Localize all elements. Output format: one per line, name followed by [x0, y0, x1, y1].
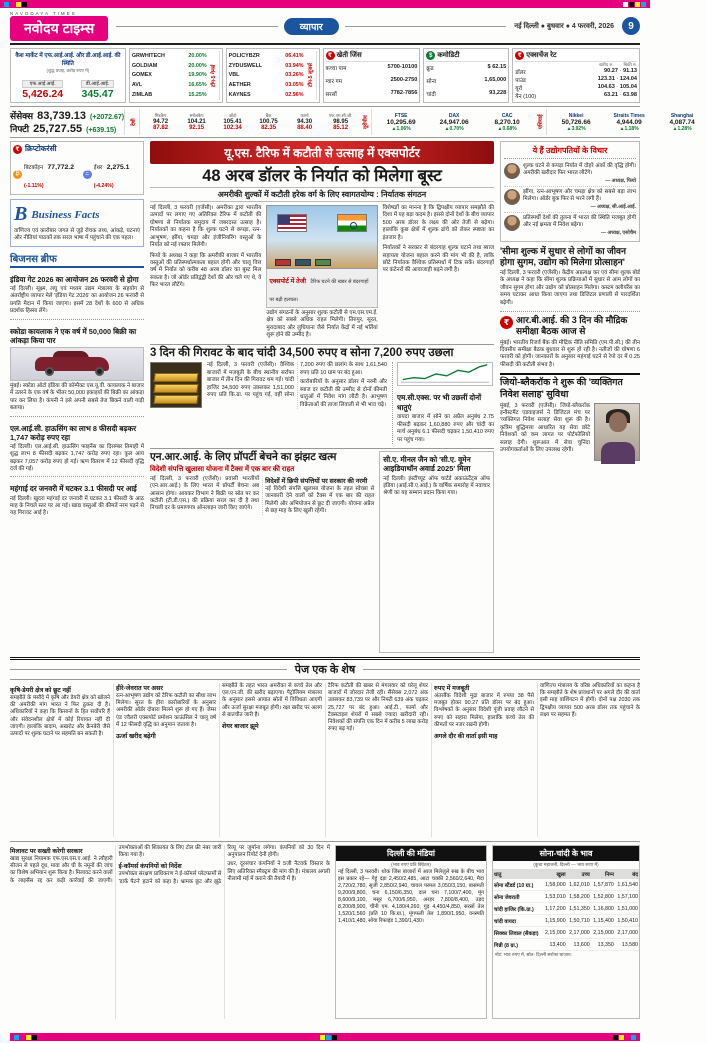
table-row: सोना जेवराती 1,53,010 1,58,200 1,52,800 1,57,100 — [493, 891, 639, 903]
losers-vertical-label: टॉप-5 लूजर्स — [306, 51, 317, 100]
nri-headline: एन.आर.आई. के लिए प्रॉपर्टी बेचने का झंझट खत्म — [150, 451, 337, 464]
brief-item — [10, 272, 144, 320]
crypto-title: क्रिप्टोकरंसी — [25, 144, 57, 153]
cargo-container — [315, 259, 331, 266]
lead-photo — [266, 205, 377, 269]
divider — [363, 669, 640, 670]
print-registration-bar-bottom — [10, 1033, 640, 1041]
rbi-body: मुंबई। भारतीय रिजर्व बैंक की मौद्रिक नीति समिति (एम.पी.सी.) की तीन दिवसीय समीक्षा बैठक बुधवार से शुरू हो रही है। नतीजों की घोषणा 6 फरवरी को होगी। जानकारों के अनुसार महंगाई घटने से रेपो दर में 0.25 फीसदी की कटौती संभव है। — [500, 339, 640, 368]
rupee-icon: ₹ — [515, 51, 524, 60]
domestic-indices — [144, 109, 357, 135]
caption-text: टैरिफ घटने की खबर से बंदरगाहों पर बढ़ी हलचल। — [269, 278, 369, 303]
price-chart-thumbnail — [397, 362, 493, 386]
rupee-icon: ₹ — [13, 145, 22, 154]
rbi-headline: आर.बी.आई. की 3 दिन की मौद्रिक समीक्षा बैठक आज से — [516, 315, 628, 337]
newspaper-logo: नवोदय टाइम्स — [10, 16, 108, 41]
continuation-title: पेज एक के शेष — [294, 664, 356, 676]
index-cell: एफ.एम.सी.जी. 98.95 85.12 — [328, 113, 353, 131]
gainer-row: ZIMLAB 15.25% — [131, 92, 207, 99]
box-title: खेती जिंस — [336, 52, 362, 59]
index-cell: DAX 24,947.06 ▲0.70% — [439, 112, 469, 132]
view-quote: झींगा, रत्न-आभूषण और चमड़ा क्षेत्र को सबसे बड़ा लाभ मिलेगा। ऑर्डर बुक फिर से भरने लगी हैं। — [523, 188, 636, 203]
brief-headline: एल.आई.सी. हाऊसिंग का लाभ 8 फीसदी बढ़कर 1,747 करोड़ रुपए रहा — [10, 423, 137, 442]
nri-deck: विदेशी संपत्ति खुलासा योजना में टैक्स में एक बार की राहत — [150, 465, 295, 473]
european-vertical-label: यूरोपीय — [361, 109, 372, 135]
lead-paragraph: नई दिल्ली, 3 फरवरी (एजेंसी)। अमरीका द्वारा भारतीय उत्पादों पर लगाए गए अतिरिक्त टैरिफ में कटौती की घोषणा से निर्यातक समुदाय में जबरदस्त उत्साह है। निर्यातकों का कहना है कि शुल्क घटने से कपड़ा, रत्न-आभूषण, झींगा, चमड़ा और इंजीनियरिंग वस्तुओं के निर्यात को नई रफ्तार मिलेगी। — [150, 204, 262, 249]
european-indices — [376, 109, 532, 135]
table-row: गिन्नी (8 ग्रा.) 13,400 13,600 13,350 13,580 — [493, 939, 639, 951]
commodity-row: चांदी 93,228 — [426, 89, 507, 98]
bitcoin-icon: ₿ — [13, 170, 22, 179]
continuation-text: अंतरबैंक विदेशी मुद्रा बाजार में रुपया 38 पैसे मजबूत होकर 90.27 प्रति डॉलर पर बंद हुआ। विश्लेषकों के अनुसार विदेशी पूंजी प्रवाह लौटने से रुपए को सहारा मिलेगा, हालांकि कच्चे तेल की कीमतों पर नजर रखनी होगी। — [434, 693, 534, 728]
masthead — [10, 8, 640, 45]
portrait-avatar — [504, 215, 520, 231]
gold-paragraph: कारोबारियों के अनुसार डॉलर में नरमी और ब्याज दर कटौती की उम्मीद से दोनों कीमती धातुओं में निवेश मांग लौटी है। आभूषण विक्रेताओं की ताजा लिवाली से भी भाव चढ़े। — [300, 379, 387, 408]
print-registration-bar-top — [0, 0, 650, 8]
fii-dii-box — [10, 48, 126, 103]
nifty-row: निफ्टी 25,727.55 (+639.15) — [10, 123, 117, 135]
indices-strip — [10, 106, 695, 138]
lead-kicker: यू.एस. टैरिफ में कटौती से उत्साह में एक्सपोर्टर — [150, 141, 494, 164]
continuation-text: समझौते के मसौदे में कृषि और डेयरी क्षेत्र को खोलने की अमरीकी मांग भारत ने फिर ठुकरा दी है। अधिकारियों ने कहा कि किसानों के हित सर्वोपरि हैं और संवेदनशील क्षेत्रों में कोई रियायत नहीं दी जाएगी। हालांकि बादाम, अखरोट और क्रैनबेरी जैसे उत्पादों पर शुल्क घटाने पर सहमति बन सकती है। — [10, 695, 110, 737]
continuation-columns — [10, 679, 640, 837]
gainer-row: GOLDIAM 20.00% — [131, 62, 207, 69]
gold-bars-photo — [150, 362, 202, 408]
gold-bar — [153, 373, 198, 382]
bottom-text: उपभोक्ता संरक्षण प्राधिकरण ने ई-कॉमर्स प्लेटफार्मों से 'डार्क पैटर्न' हटाने को कहा है। भ्रामक छूट और झूठे रिव्यू पर जुर्माना लगेगा। कंपनियों को 30 दिन में अनुपालन रिपोर्ट देनी होगी। — [118, 845, 330, 885]
continuation-text: समझौते के तहत भारत अमरीका से कच्चे तेल और एल.एन.जी. की खरीद बढ़ाएगा। पैट्रोलियम मंत्रालय के अनुसार इससे आयात स्रोतों में विविधता आएगी और ऊर्जा सुरक्षा मजबूत होगी। रक्षा खरीद पर अलग से बातचीत जारी है। — [222, 683, 322, 718]
lead-deck: अमरीकी शुल्कों में कटौती हरेक वर्ग के लिए स्वागतयोग्य : निर्यातक संगठन — [150, 187, 494, 202]
index-cell: बैंक 100.75 82.35 — [259, 113, 278, 131]
sensex-nifty-block — [10, 109, 125, 135]
market-data-strip — [10, 45, 640, 106]
fx-sell-header: बिक्री रु. — [623, 62, 637, 67]
index-cell: Shanghai 4,087.74 ▲1.28% — [669, 112, 695, 132]
business-facts-title: Business Facts — [31, 208, 100, 221]
gainer-row: GRWHITECH 20.00% — [131, 52, 207, 59]
registration-marks — [613, 1035, 636, 1040]
crypto-box — [10, 141, 144, 195]
rupee-icon: ₹ — [500, 316, 513, 329]
brief-headline: स्कोडा कायलाक ने एक वर्ष में 50,000 बिक्री का आंकड़ा किया पार — [10, 326, 137, 345]
dateline: नई दिल्ली ● बुधवार ● 4 फरवरी, 2026 — [514, 22, 614, 30]
mcx-body: वायदा बाजार में सोने का अप्रैल अनुबंध 2.75 फीसदी बढ़कर 1,60,880 रुपए और चांदी का मार्च अनुबंध 6.1 फीसदी चढ़कर 1,50,410 रुपए पर पहुंच गया। — [397, 414, 494, 443]
loser-row: ZYDUSWELL 03.94% — [228, 62, 304, 69]
index-cell: मिडकैप 94.72 87.82 — [153, 113, 169, 131]
box-title: कैश मार्केट में एफ.आई.आई. और डी.आई.आई. की स्थिति — [15, 53, 121, 67]
portrait-avatar — [504, 163, 520, 179]
divider — [345, 26, 507, 27]
ca-award-article — [379, 451, 494, 653]
table-row: सोना स्टैंडर्ड (10 ग्रा.) 1,58,000 1,62,010 1,57,870 1,61,540 — [493, 879, 639, 891]
fx-row: येन (100) 63.21 · 63.98 — [515, 92, 637, 100]
dii-value: 345.47 — [81, 88, 114, 100]
view-attribution: — अध्यक्ष, एसोचैम — [601, 229, 636, 236]
gainer-row: GOMEX 19.90% — [131, 72, 207, 79]
masthead-middle — [116, 18, 506, 35]
commodity-box — [423, 48, 509, 103]
bottom-subhead: ई-कॉमर्स कंपनियों को निर्देश — [118, 863, 182, 871]
fx-row: पाउंड 123.31 · 124.04 — [515, 76, 637, 84]
customs-article — [500, 246, 640, 308]
lead-paragraph: फियो के अध्यक्ष ने कहा कि अमरीकी बाजार में भारतीय वस्तुओं की प्रतिस्पर्धात्मकता बहाल होगी और चालू वित्त वर्ष में निर्यात को करीब 48 अरब डॉलर का बूस्ट मिल सकता है। जो ऑर्डर प्रतिद्वंद्वी देशों की ओर चले गए थे, वे फिर भारत लौटेंगे। — [150, 252, 262, 289]
brief-item — [10, 421, 144, 478]
gold-paragraph: नई दिल्ली, 3 फरवरी (एजेंसी)। वैश्विक बाजारों में मजबूती के बीच स्थानीय सर्राफा बाजार में तीन दिन की गिरावट थम गई। चांदी हाजिर 34,500 रुपए उछलकर 1,51,000 रुपए प्रति कि.ग्रा. पर पहुंच गई, वहीं सोना 7,200 रुपए की छलांग के साथ 1,61,540 रुपए प्रति 10 ग्राम पर बंद हुआ। — [207, 362, 387, 399]
jio-blackrock-article — [500, 373, 640, 460]
bullion-header-row: धातु खुला उच्च निम्न बंद — [493, 869, 639, 879]
us-flag — [277, 214, 307, 232]
customs-headline: 'सीमा शुल्क में सुधार से लोगों का जीवन होगा सुगम, उद्योग को मिलेगा प्रोत्साहन' — [500, 245, 627, 267]
business-facts-logo: B — [14, 203, 28, 225]
bottom-text: खाद्य सुरक्षा नियामक एफ.एस.एस.ए.आई. ने त्यौहारी सीजन से पहले दूध, मावा और घी के नमूनों की जांच का विशेष अभियान शुरू किया है। मिलावट करने वालों के लाइसैंस रद्द कर कड़ी कार्रवाई की जाएगी। उपभोक्ताओं की शिकायत के लिए टोल फ्री नंबर जारी किया गया है। — [10, 845, 222, 884]
box-subtitle: (शुद्ध प्रवाह, करोड़ रुपए में) — [46, 68, 90, 73]
continuation-text: वाणिज्य मंत्रालय के वरिष्ठ अधिकारियों का कहना है कि समझौते के शेष प्रावधानों पर अगले दौर की वार्ता इसी माह वाशिंगटन में होगी। दोनों पक्ष 2030 तक द्विपक्षीय व्यापार 500 अरब डॉलर तक पहुंचाने के लक्ष्य पर सहमत हैं। — [540, 683, 640, 718]
index-cell: FTSE 10,295.69 ▲1.06% — [386, 112, 416, 132]
gold-bar — [153, 395, 198, 404]
bottom-subhead: मिलावट पर सख्ती करेगी सरकार — [10, 848, 83, 855]
fii-value: 5,426.24 — [22, 88, 64, 100]
continuation-subhead: अगले दौर की वार्ता इसी माह — [434, 732, 498, 740]
bullion-footer: नोट: भाव रुपए में, स्रोत- दिल्ली सर्राफा बाजार। — [495, 952, 572, 957]
bottom-row — [10, 841, 640, 1019]
mandi-title: दिल्ली की मंडियां — [336, 846, 486, 861]
bullion-title: सोना-चांदी के भाव — [493, 846, 639, 861]
portrait-avatar — [504, 189, 520, 205]
nri-article — [150, 451, 374, 653]
registration-marks — [623, 2, 646, 7]
index-cell: स्मॉलकैप 104.21 92.15 — [187, 113, 206, 131]
brief-body: मुंबई। स्कोडा ऑटो इंडिया की कॉम्पैक्ट एस.यू.वी. कायलाक ने बाजार में उतरने के एक वर्ष के भीतर 50,000 इकाइयों की बिक्री का आंकड़ा पार कर लिया है। कंपनी ने इसे अपनी सबसे तेज बिकने वाली गाड़ी बताया। — [10, 382, 144, 412]
delhi-mandi-box — [335, 845, 487, 1019]
index-cell: Nikkei 50,726.66 ▲3.92% — [561, 112, 591, 132]
mandi-note: (भाव रुपए प्रति क्विंटल) — [391, 862, 431, 867]
view-quote: प्रतिस्पर्धी देशों की तुलना में भारत की स्थिति मजबूत होगी और नई क्षमता में निवेश बढ़ेगा। — [523, 214, 636, 229]
lead-paragraph: उद्योग संगठनों के अनुसार शुल्क कटौती से एम.एस.एम.ई. क्षेत्र को सबसे अधिक राहत मिलेगी। तिरुपुर, सूरत, मुरादाबाद और लुधियाना जैसे निर्यात केंद्रों में नई भर्तियां शुरू होने की उम्मीद है। — [266, 309, 378, 339]
table-row: चांदी वायदा 1,15,900 1,50,710 1,15,400 1,50,410 — [493, 915, 639, 927]
customs-body: नई दिल्ली, 3 फरवरी (एजेंसी)। केंद्रीय अप्रत्यक्ष कर एवं सीमा शुल्क बोर्ड के अध्यक्ष ने कहा कि सीमा शुल्क प्रक्रियाओं में सुधार से आम लोगों का जीवन सुगम होगा और उद्योग को प्रोत्साहन मिलेगा। कस्टम क्लीयरैंस का समय घटाकर आधा किया जाएगा तथा डिजिटल प्रणाली से पारदर्शिता बढ़ेगी। — [500, 270, 640, 306]
continuation-subhead: शेयर बाजार झूमे — [222, 722, 259, 730]
car-wheel — [95, 367, 104, 376]
table-row: सिक्का लिवाल (सैकड़ा) 2,15,000 2,17,000 2,15,000 2,17,000 — [493, 927, 639, 939]
section-badge: व्यापार — [284, 18, 339, 35]
continuation-subhead: कृषि-डेयरी क्षेत्र को छूट नहीं — [10, 687, 71, 694]
registration-marks — [14, 1035, 37, 1040]
brief-body: नई दिल्ली। एल.आई.सी. हाऊसिंग फाइनैंस का दिसम्बर तिमाही में शुद्ध लाभ 8 फीसदी बढ़कर 1,747 करोड़ रुपए रहा। कुल आय बढ़कर 7,057 करोड़ रुपए हो गई। ऋण वितरण में 12 फीसदी वृद्धि दर्ज की गई। — [10, 443, 144, 473]
center-column — [150, 141, 494, 653]
index-cell: CAC 8,270.10 ▲0.68% — [494, 112, 520, 132]
divider — [116, 26, 278, 27]
index-cell: Straits Times 4,944.09 ▲1.18% — [613, 112, 645, 132]
mandi-prices: नई दिल्ली, 3 फरवरी। थोक जिंस बाजारों में आज मिलेजुले रुख के बीच भाव इस प्रकार रहे— गेहूं दड़ा 2,450/2,485, आटा चक्की 2,560/2,640, मैदा 2,720/2,780, सूजी 2,850/2,940, चावल परमल 3,050/3,150, बासमती 9,200/9,800, चना 6,150/6,350, दाल चना 7,100/7,400, मूंग 8,600/9,100, मसूर 6,700/6,950, अरहर 7,800/8,400, उड़द 8,200/8,900, चीनी एम. 4,180/4,260, गुड़ 4,450/4,850, सरसों तेल 1,520/1,560 (प्रति 10 कि.ग्रा.), मूंगफली तेल 1,890/1,950, वनस्पति 1,410/1,480, सोया रिफाइंड 1,390/1,430। — [338, 869, 484, 925]
view-quote: शुल्क घटने से कपड़ा निर्यात में दोहरे अंकों की वृद्धि होगी। अमरीकी खरीदार फिर भारत लौटेंगे। — [523, 163, 636, 177]
bottom-text: उधर, दूरसंचार कंपनियों ने 5जी नैटवर्क विस्तार के लिए अतिरिक्त स्पैक्ट्रम की मांग की है। मंत्रालय अगली नीलामी मई में कराने की तैयारी में है। — [227, 861, 330, 882]
view-item — [504, 213, 636, 238]
brief-body: नई दिल्ली। सूक्ष्म, लघु एवं मध्यम उद्यम मंत्रालय के सहयोग से अंतर्राष्ट्रीय व्यापार मेले 'इंडिया गेट 2026' का आयोजन 26 फरवरी से प्रगति मैदान में किया जाएगा। इसमें 28 देशों के 600 से अधिक प्रदर्शक हिस्सा लेंगे। — [10, 285, 144, 315]
gainers-vertical-label: टॉप-5 गेनर्स — [209, 51, 220, 100]
asian-vertical-label: एशियाई — [536, 109, 547, 135]
advisor-photo — [594, 403, 640, 461]
india-flag — [337, 214, 367, 232]
continuation-text: टैरिफ कटौती की खबर से मंगलवार को घरेलू शेयर बाजारों में जोरदार तेजी रही। सैंसेक्स 2,072 अंक उछलकर 83,739 पर और निफ्टी 639 अंक चढ़कर 25,727 पर बंद हुआ। आई.टी., फार्मा और टैक्सटाइल शेयरों में सबसे ज्यादा खरीदारी रही। निवेशकों की संपत्ति एक दिन में करीब 5 लाख करोड़ रुपए बढ़ गई। — [328, 683, 428, 733]
page-number-badge: 9 — [622, 17, 640, 35]
fii-label: एफ.आई.आई. — [22, 80, 63, 88]
exchange-rate-box — [512, 48, 640, 103]
top-gainers-box — [129, 48, 223, 103]
business-facts-body: वाणिज्य एवं कारोबार जगत से जुड़े रोचक तथ्य, आंकड़े, घटनाएं और नीतियां पाठकों तक सरल भाषा में पहुंचाने की एक पहल। — [14, 228, 140, 242]
cargo-container — [295, 259, 311, 266]
lead-paragraph: निर्यातकों ने सरकार से बंदरगाह शुल्क घटाने तथा ब्याज सहायता योजना बहाल करने की मांग भी की है, ताकि छोटे निर्यातक वैश्विक प्रतिस्पर्धा में टिक सकें। बंदरगाहों पर कंटेनरों की आवाजाही बढ़ने लगी है। — [382, 245, 494, 274]
rbi-article — [500, 311, 640, 369]
loser-row: AETHER 03.05% — [228, 82, 304, 89]
bottom-left-columns — [10, 845, 330, 1019]
car-photo — [10, 347, 144, 381]
lead-headline: 48 अरब डॉलर के निर्यात को मिलेगा बूस्ट — [202, 167, 442, 185]
loser-row: POLICYBZR 06.41% — [228, 52, 304, 59]
bullion-rates-box — [492, 845, 640, 1019]
box-title: एक्सचेंज रेट — [526, 52, 557, 59]
dii-cell — [81, 80, 113, 100]
photo-caption — [266, 269, 377, 308]
briefs-section-title: बिजनस ब्रीफ — [10, 251, 144, 268]
continuation-text: रत्न-आभूषण उद्योग को टैरिफ कटौती का सीधा लाभ मिलेगा। सूरत के हीरा कारोबारियों के अनुसार अमरीकी ऑर्डर दोबारा मिलने शुरू हो गए हैं। जेम्स एंड ज्वैलरी एक्सपोर्ट प्रमोशन काऊंसिल ने चालू वर्ष में 12 फीसदी वृद्धि का अनुमान जताया है। — [116, 693, 216, 728]
brief-item — [10, 324, 144, 417]
index-cell: ऑटो 105.41 102.34 — [223, 113, 242, 131]
table-row: चांदी हाजिर (कि.ग्रा.) 1,17,200 1,51,350 1,16,800 1,51,000 — [493, 903, 639, 915]
right-rail — [500, 141, 640, 653]
ca-award-body: नई दिल्ली। इंस्टीच्यूट ऑफ चार्टर्ड अकाऊंटैंट्स ऑफ इंडिया (आई.सी.ए.आई.) के वार्षिक समारोह में नवाचार श्रेणी का यह सम्मान प्रदान किया गया। — [383, 475, 490, 497]
lead-paragraph: विशेषज्ञों का मानना है कि द्विपक्षीय व्यापार समझौते की दिशा में यह बड़ा कदम है। इससे दोनों देशों के बीच व्यापार 500 अरब डॉलर के लक्ष्य की ओर तेजी से बढ़ेगा। हालांकि कुछ क्षेत्रों में शुल्क ढांचे को लेकर स्पष्टता का इंतजार है। — [382, 204, 494, 241]
view-item — [504, 161, 636, 187]
view-attribution: — अध्यक्ष, सी.आई.आई. — [590, 203, 636, 210]
continuation-subhead: रुपए में मजबूती — [434, 685, 470, 692]
rupee-icon: ₹ — [326, 51, 335, 60]
nri-subhead: विदेशों में छिपी संपत्तियों पर सरकार की नरमी — [265, 477, 368, 485]
industry-views-box — [500, 141, 640, 242]
registration-marks — [4, 2, 27, 7]
commodity-row: सोना 1,65,000 — [426, 76, 507, 85]
asian-indices — [551, 109, 707, 135]
mcx-box — [392, 362, 494, 444]
cargo-container — [275, 259, 291, 266]
photo-shoulders — [601, 442, 635, 464]
loser-row: VBL 03.26% — [228, 72, 304, 79]
agri-commodities-box — [323, 48, 421, 103]
registration-marks — [314, 1035, 337, 1040]
brief-headline: इंडिया गेट 2026 का आयोजन 26 फरवरी से होगा — [10, 274, 139, 284]
lead-article — [150, 141, 494, 340]
fii-cell — [22, 80, 63, 100]
caption-title: एक्सपोर्ट में तेजी — [269, 277, 306, 285]
jio-headline: जियो-ब्लैकरॉक ने शुरू की 'व्यक्तिगत निवेश सलाह' सुविधा — [500, 377, 623, 399]
left-rail — [10, 141, 144, 653]
nri-row — [150, 448, 494, 653]
commodity-row: क्रूड $ 62.15 — [426, 64, 507, 73]
continuation-subhead: ऊर्जा खरीद बढ़ेगी — [116, 732, 156, 740]
page-one-continuation — [10, 657, 640, 837]
photo-face — [609, 412, 627, 432]
ca-award-headline: सी.ए. मीनल जैन को 'सी.ए. वूमेन आइडियाथॉन अवार्ड 2025' मिला — [383, 455, 471, 474]
fx-row: डॉलर 90.27 · 91.13 — [515, 68, 637, 76]
bullion-note: (कूचा महाजनी, दिल्ली — भाव रुपए में) — [533, 862, 599, 867]
gold-silver-article — [150, 344, 494, 444]
view-item — [504, 187, 636, 213]
fx-buy-header: खरीद रु. — [599, 62, 614, 67]
bullion-table — [493, 869, 639, 951]
box-title: कमोडिटी — [437, 52, 460, 59]
divider — [10, 669, 287, 670]
continuation-subhead: हीरे-जेवरात पर असर — [116, 685, 163, 692]
mcx-title: एम.सी.एक्स. पर भी उछलीं दोनों धातुएं — [397, 393, 482, 413]
loser-row: KAYNES 02.96% — [228, 92, 304, 99]
jio-body: मुंबई, 3 फरवरी (एजेंसी)। जियो-ब्लैकरॉक इन्वैस्टमैंट एडवाइजर्स ने डिजिटल मंच पर 'व्यक्तिगत निवेश सलाह' सेवा शुरू की है। कृत्रिम बुद्धिमत्ता आधारित यह सेवा छोटे निवेशकों को कम लागत पर पोर्टफोलियो सलाह देगी। शुरूआत में सेवा चुनिंदा उपयोगकर्ताओं के लिए उपलब्ध रहेगी। — [500, 402, 590, 454]
brief-body: नई दिल्ली। खुदरा महंगाई दर जनवरी में घटकर 3.1 फीसदी के आठ माह के निचले स्तर पर आ गई। खाद्य वस्तुओं की कीमतें नरम पड़ने से यह गिरावट आई है। — [10, 495, 144, 517]
view-attribution: — अध्यक्ष, फियो — [605, 177, 636, 184]
index-cell: फार्मा 94.30 88.40 — [297, 113, 313, 131]
dii-label: डी.आई.आई. — [81, 80, 113, 88]
car-wheel — [45, 367, 54, 376]
views-title: ये हैं उद्योगपतियों के विचार — [504, 145, 636, 159]
bitcoin-quote: ₿ बिटकॉइन 77,772.2 (-1.11%) — [13, 156, 83, 192]
dollar-icon: $ — [426, 51, 435, 60]
agri-row: कच्चा पाम 5700-10100 — [325, 64, 418, 73]
gainer-row: AVL 16.65% — [131, 82, 207, 89]
gold-bar — [153, 384, 198, 393]
main-content-grid — [10, 141, 640, 653]
fx-row: यूरो 104.63 · 105.04 — [515, 84, 637, 92]
top-losers-box — [226, 48, 320, 103]
domestic-vertical-label: देशी — [129, 109, 140, 135]
brief-headline: महंगाई दर जनवरी में घटकर 3.1 फीसदी पर आई — [10, 484, 137, 494]
ether-quote: Ξ ईथर 2,275.1 (-4.24%) — [83, 156, 141, 192]
nri-paragraph: नई दिल्ली, 3 फरवरी (एजेंसी)। प्रवासी भारतीयों (एन.आर.आई.) के लिए भारत में प्रॉपर्टी बेचना अब आसान होगा। आयकर विभाग ने बिक्री पर स्रोत पर कर कटौती (टी.डी.एस.) की प्रक्रिया सरल कर दी है तथा निचली दर के प्रमाणपत्र ऑनलाइन जारी किए जाएंगे। — [150, 475, 260, 512]
brand-small-text: NAVODAYA TIMES — [10, 11, 77, 16]
agri-row: सरसों 7782-7856 — [325, 89, 418, 98]
agri-row: ग्वार गम 2500-2750 — [325, 76, 418, 85]
ether-icon: Ξ — [83, 170, 92, 179]
brief-item — [10, 481, 144, 520]
nri-paragraph: नई विदेशी संपत्ति खुलासा योजना के तहत स्वेच्छा से जानकारी देने वालों को टैक्स में एक बार की राहत मिलेगी और अभियोजन से छूट दी जाएगी। योजना अप्रैल से छह माह के लिए खुली रहेगी। — [265, 485, 375, 514]
sensex-row: सेंसेक्स 83,739.13 (+2072.67) — [10, 110, 125, 122]
gold-headline: 3 दिन की गिरावट के बाद चांदी 34,500 रुपए व सोना 7,200 रुपए उछला — [150, 346, 454, 359]
business-facts-box — [10, 199, 144, 247]
brand-block — [10, 11, 108, 41]
